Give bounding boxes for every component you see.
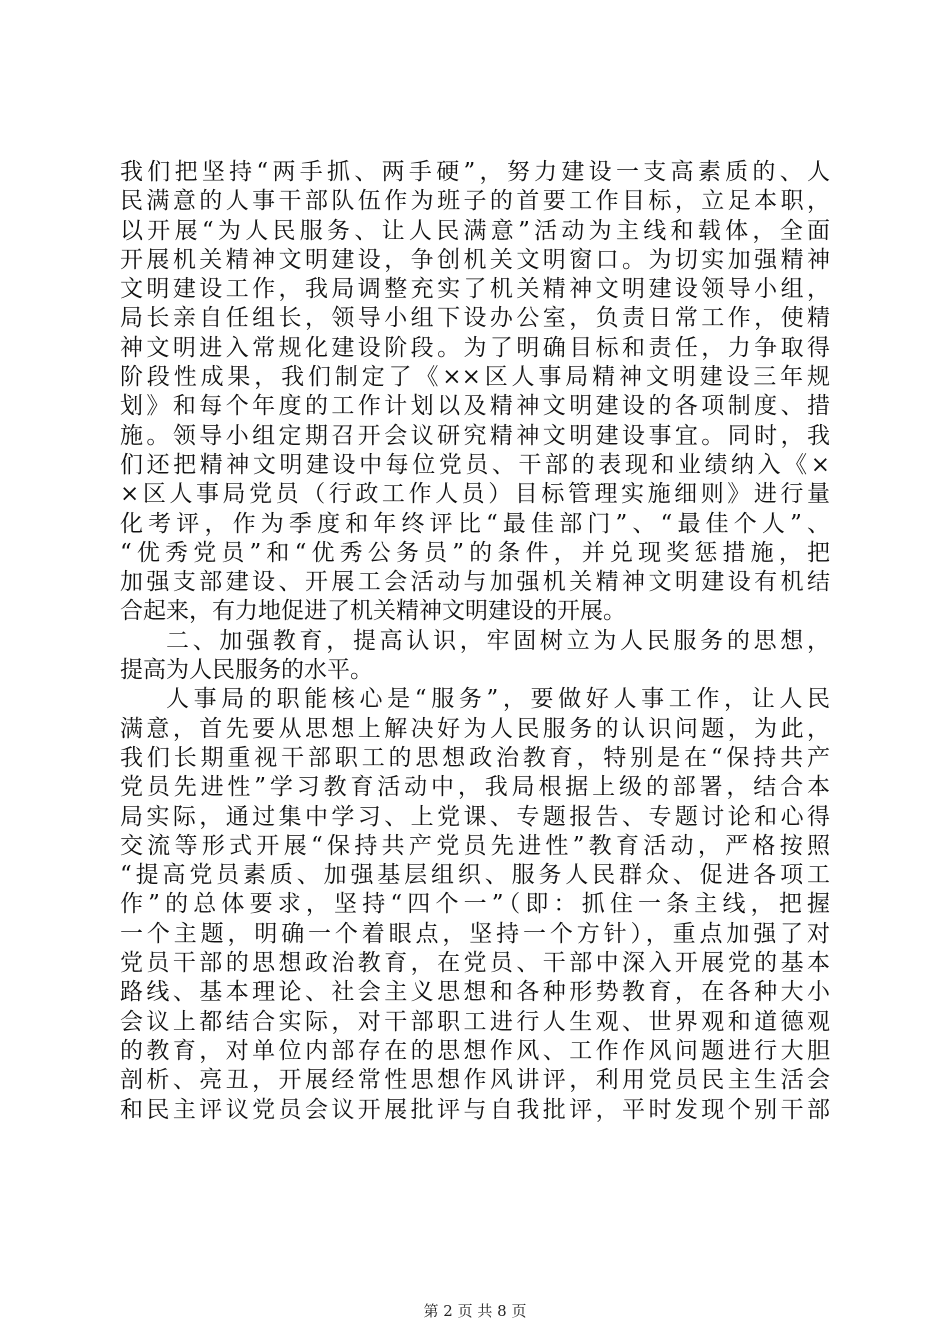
text-line: 和民主评议党员会议开展批评与自我批评，平时发现个别干部 xyxy=(120,1096,830,1123)
document-body xyxy=(120,158,830,1125)
text-line: 满意，首先要从思想上解决好为人民服务的认识问题，为此， xyxy=(120,715,830,742)
text-line: 民满意的人事干部队伍作为班子的首要工作目标，立足本职， xyxy=(120,188,830,215)
text-line: 合起来，有力地促进了机关精神文明建设的开展。 xyxy=(120,598,626,625)
text-line: 们还把精神文明建设中每位党员、干部的表现和业绩纳入《× xyxy=(120,451,830,478)
text-line: 二、加强教育，提高认识，牢固树立为人民服务的思想， xyxy=(166,627,830,654)
text-line: 会议上都结合实际，对干部职工进行人生观、世界观和道德观 xyxy=(120,1008,830,1035)
text-line: 划》和每个年度的工作计划以及精神文明建设的各项制度、措 xyxy=(120,393,830,420)
text-line: 以开展“为人民服务、让人民满意”活动为主线和载体，全面 xyxy=(120,217,830,244)
text-line: 交流等形式开展“保持共产党员先进性”教育活动，严格按照 xyxy=(120,832,830,859)
text-line: 提高为人民服务的水平。 xyxy=(120,657,373,684)
text-line: 局实际，通过集中学习、上党课、专题报告、专题讨论和心得 xyxy=(120,803,830,830)
text-line: 党员干部的思想政治教育，在党员、干部中深入开展党的基本 xyxy=(120,950,830,977)
text-line: 开展机关精神文明建设，争创机关文明窗口。为切实加强精神 xyxy=(120,246,830,273)
text-line: 阶段性成果，我们制定了《××区人事局精神文明建设三年规 xyxy=(120,364,830,391)
text-line: ×区人事局党员（行政工作人员）目标管理实施细则》进行量 xyxy=(120,481,830,508)
text-line: 神文明进入常规化建设阶段。为了明确目标和责任，力争取得 xyxy=(120,334,830,361)
text-line: 的教育，对单位内部存在的思想作风、工作作风问题进行大胆 xyxy=(120,1037,830,1064)
text-line: 一个主题，明确一个着眼点，坚持一个方针），重点加强了对 xyxy=(120,920,830,947)
text-line: 化考评，作为季度和年终评比“最佳部门”、“最佳个人”、 xyxy=(120,510,830,537)
text-line: “优秀党员”和“优秀公务员”的条件，并兑现奖惩措施，把 xyxy=(120,539,830,566)
text-line: 我们长期重视干部职工的思想政治教育，特别是在“保持共产 xyxy=(120,744,830,771)
text-line: 作”的总体要求，坚持“四个一”（即：抓住一条主线，把握 xyxy=(120,891,830,918)
text-line: 我们把坚持“两手抓、两手硬”，努力建设一支高素质的、人 xyxy=(120,159,830,185)
text-line: 党员先进性”学习教育活动中，我局根据上级的部署，结合本 xyxy=(120,774,830,801)
text-line: “提高党员素质、加强基层组织、服务人民群众、促进各项工 xyxy=(120,862,830,889)
text-line: 局长亲自任组长，领导小组下设办公室，负责日常工作，使精 xyxy=(120,305,830,332)
text-line: 文明建设工作，我局调整充实了机关精神文明建设领导小组， xyxy=(120,276,830,303)
text-line: 加强支部建设、开展工会活动与加强机关精神文明建设有机结 xyxy=(120,569,830,596)
text-line: 路线、基本理论、社会主义思想和各种形势教育，在各种大小 xyxy=(120,979,830,1006)
text-line: 人事局的职能核心是“服务”，要做好人事工作，让人民 xyxy=(166,686,830,713)
page-footer: 第 2 页 共 8 页 xyxy=(423,1302,527,1320)
text-line: 施。领导小组定期召开会议研究精神文明建设事宜。同时，我 xyxy=(120,422,830,449)
text-line: 剖析、亮丑，开展经常性思想作风讲评，利用党员民主生活会 xyxy=(120,1067,830,1094)
